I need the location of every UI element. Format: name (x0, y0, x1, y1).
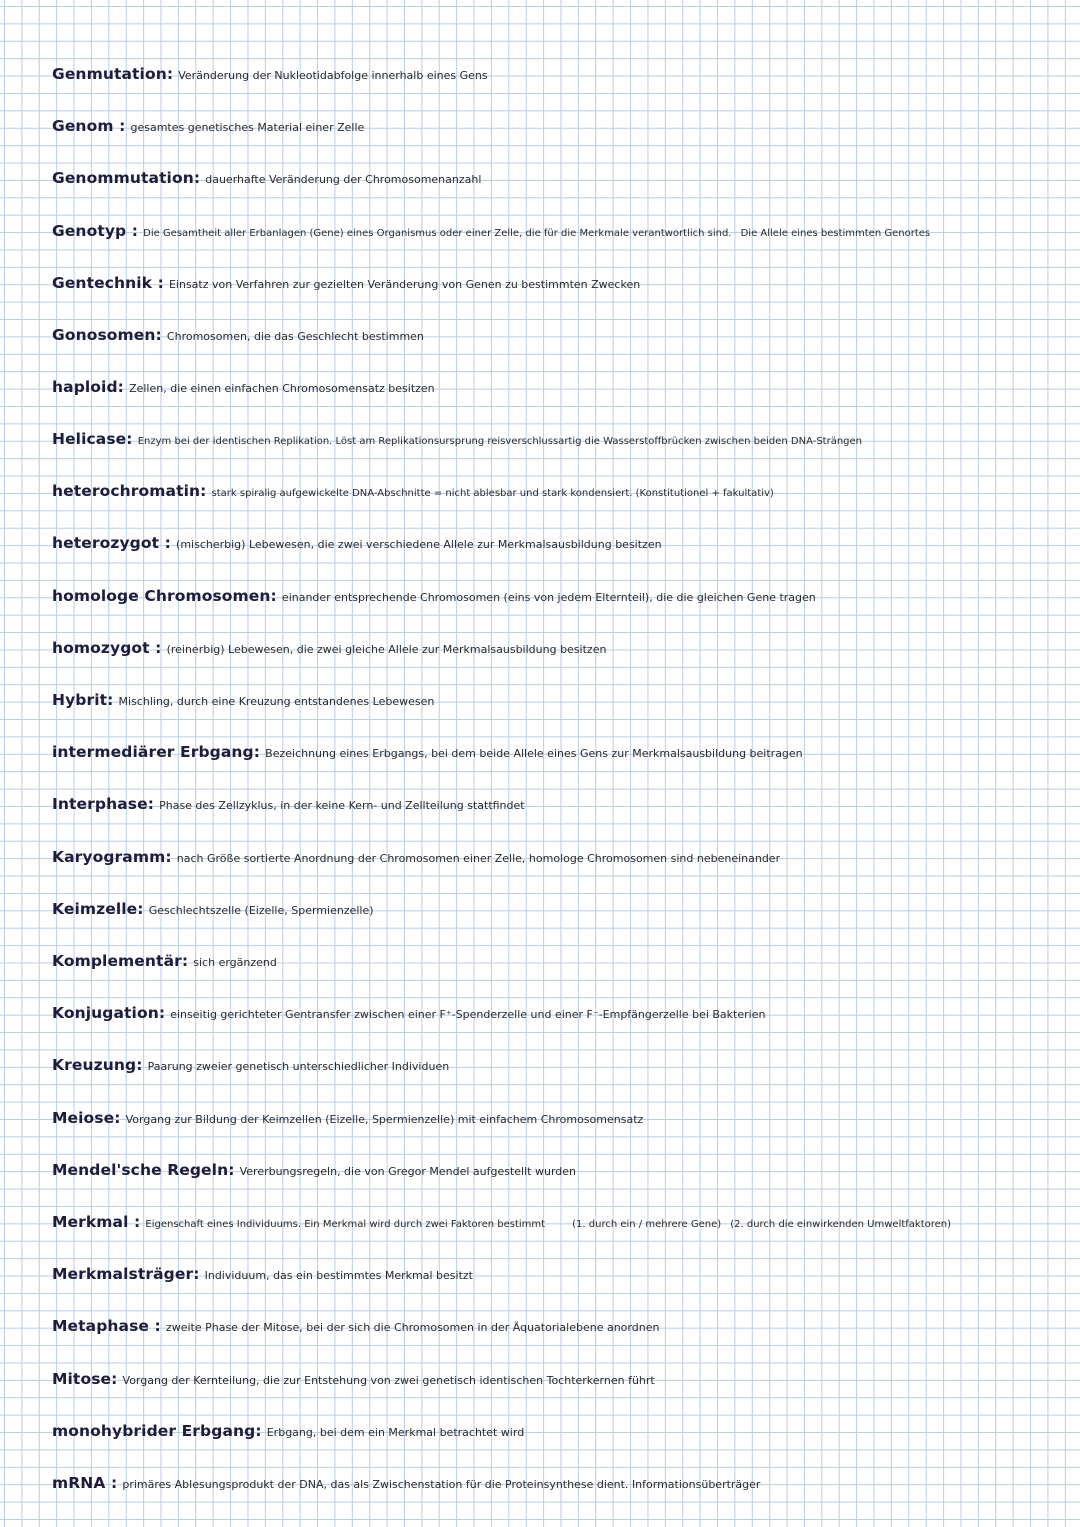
glossary-entry-metaphase (52, 1316, 659, 1338)
glossary-term: Genotyp : (52, 222, 139, 240)
glossary-definition: Vererbungsregeln, die von Gregor Mendel aufgestellt wurden (239, 1165, 576, 1178)
glossary-entry-mendelsche-regeln (52, 1160, 576, 1182)
glossary-entry-genom (52, 116, 364, 138)
glossary-definition: Phase des Zellzyklus, in der keine Kern- und Zellteilung stattfindet (159, 799, 525, 812)
glossary-term: Gentechnik : (52, 274, 164, 292)
glossary-entry-homologe-chromosomen (52, 586, 816, 608)
glossary-entry-genommutation (52, 168, 481, 190)
glossary-definition: Einsatz von Verfahren zur gezielten Veränderung von Genen zu bestimmten Zwecken (168, 278, 641, 291)
glossary-note: (2. durch die einwirkenden Umweltfaktoren) (730, 1219, 952, 1230)
glossary-term: Merkmal : (52, 1213, 141, 1231)
glossary-term: intermediärer Erbgang: (52, 743, 261, 761)
glossary-definition: zweite Phase der Mitose, bei der sich die Chromosomen in der Äquatorialebene anordnen (165, 1321, 660, 1334)
glossary-definition: dauerhafte Veränderung der Chromosomenanzahl (205, 173, 482, 186)
glossary-definition: (reinerbig) Lebewesen, die zwei gleiche Allele zur Merkmalsausbildung besitzen (166, 643, 607, 656)
glossary-entry-heterozygot (52, 533, 662, 555)
glossary-term: Mendel'sche Regeln: (52, 1161, 235, 1179)
glossary-term: Mitose: (52, 1370, 118, 1388)
glossary-term: Genmutation: (52, 65, 174, 83)
glossary-note: Die Allele eines bestimmten Genortes (740, 228, 931, 239)
glossary-entry-interphase (52, 794, 525, 816)
glossary-term: Merkmalsträger: (52, 1265, 200, 1283)
glossary-entry-hybrit (52, 690, 434, 712)
glossary-entry-helicase (52, 429, 862, 451)
glossary-entry-genmutation (52, 64, 488, 86)
glossary-definition: Individuum, das ein bestimmtes Merkmal besitzt (204, 1269, 473, 1282)
glossary-definition: Veränderung der Nukleotidabfolge innerhalb eines Gens (178, 69, 488, 82)
glossary-entry-monohybrider-erbgang (52, 1421, 524, 1443)
glossary-definition: Erbgang, bei dem ein Merkmal betrachtet wird (266, 1426, 525, 1439)
glossary-definition: Die Gesamtheit aller Erbanlagen (Gene) eines Organismus oder einer Zelle, die für die Merkmale verantwortlich sind. (143, 228, 732, 239)
glossary-term: heterochromatin: (52, 482, 207, 500)
glossary-term: Karyogramm: (52, 848, 172, 866)
glossary-entry-meiose (52, 1108, 643, 1130)
glossary-term: homologe Chromosomen: (52, 587, 277, 605)
glossary-entry-merkmal (52, 1212, 951, 1234)
glossary-term: Metaphase : (52, 1317, 161, 1335)
glossary-definition: Vorgang zur Bildung der Keimzellen (Eizelle, Spermienzelle) mit einfachem Chromosomensatz (125, 1113, 644, 1126)
glossary-entry-komplementaer (52, 951, 277, 973)
glossary-definition: Vorgang der Kernteilung, die zur Entstehung von zwei genetisch identischen Tochterkernen führt (122, 1374, 655, 1387)
glossary-definition: primäres Ablesungsprodukt der DNA, das als Zwischenstation für die Proteinsynthese dient. Informationsüberträger (122, 1478, 761, 1491)
glossary-definition: Bezeichnung eines Erbgangs, bei dem beide Allele eines Gens zur Merkmalsausbildung beitragen (265, 747, 803, 760)
glossary-term: Kreuzung: (52, 1056, 143, 1074)
glossary-entry-genotyp (52, 221, 930, 243)
glossary-definition: sich ergänzend (193, 956, 277, 969)
glossary-entry-mrna (52, 1473, 760, 1495)
glossary-definition: Enzym bei der identischen Replikation. Löst am Replikationsursprung reisverschlussartig die Wasserstoffbrücken zwischen beiden DNA-Strängen (137, 436, 863, 447)
glossary-definition: nach Größe sortierte Anordnung der Chromosomen einer Zelle, homologe Chromosomen sind nebeneinander (176, 852, 781, 865)
glossary-definition: Geschlechtszelle (Eizelle, Spermienzelle) (148, 904, 374, 917)
glossary-entry-konjugation (52, 1003, 765, 1025)
glossary-term: Genommutation: (52, 169, 201, 187)
glossary-entry-intermediaerer-erbgang (52, 742, 803, 764)
glossary-term: heterozygot : (52, 534, 171, 552)
glossary-definition: Paarung zweier genetisch unterschiedlicher Individuen (147, 1060, 450, 1073)
glossary-entry-kreuzung (52, 1055, 449, 1077)
glossary-term: Gonosomen: (52, 326, 162, 344)
glossary-term: Komplementär: (52, 952, 189, 970)
glossary-definition: Chromosomen, die das Geschlecht bestimmen (166, 330, 424, 343)
glossary-definition: einseitig gerichteter Gentransfer zwischen einer F⁺-Spenderzelle und einer F⁻-Empfängerzelle bei Bakterien (170, 1008, 766, 1021)
glossary-definition: (mischerbig) Lebewesen, die zwei verschiedene Allele zur Merkmalsausbildung besitzen (176, 538, 662, 551)
glossary-term: haploid: (52, 378, 124, 396)
glossary-entry-mitose (52, 1369, 655, 1391)
glossary-term: Genom : (52, 117, 126, 135)
glossary-entry-keimzelle (52, 899, 374, 921)
glossary-entry-gentechnik (52, 273, 640, 295)
glossary-term: Keimzelle: (52, 900, 144, 918)
glossary-entry-merkmalstraeger (52, 1264, 473, 1286)
glossary-term: mRNA : (52, 1474, 118, 1492)
glossary-entry-haploid (52, 377, 435, 399)
glossary-term: Meiose: (52, 1109, 121, 1127)
glossary-term: Helicase: (52, 430, 133, 448)
glossary-entry-gonosomen (52, 325, 424, 347)
glossary-definition: gesamtes genetisches Material einer Zelle (130, 121, 365, 134)
glossary-entry-heterochromatin (52, 481, 774, 503)
glossary-definition: Zellen, die einen einfachen Chromosomensatz besitzen (129, 382, 435, 395)
glossary-definition: Eigenschaft eines Individuums. Ein Merkmal wird durch zwei Faktoren bestimmt (145, 1219, 546, 1230)
glossary-term: Konjugation: (52, 1004, 166, 1022)
glossary-term: homozygot : (52, 639, 162, 657)
glossary-entry-homozygot (52, 638, 606, 660)
glossary-definition: einander entsprechende Chromosomen (eins von jedem Elternteil), die die gleichen Gene tragen (281, 591, 816, 604)
glossary-term: monohybrider Erbgang: (52, 1422, 262, 1440)
glossary-definition: stark spiralig aufgewickelte DNA-Abschnitte = nicht ablesbar und stark kondensiert. (Konstitutionel + fakultativ) (211, 488, 774, 499)
glossary-entry-karyogramm (52, 847, 780, 869)
glossary-term: Interphase: (52, 795, 154, 813)
glossary-term: Hybrit: (52, 691, 114, 709)
glossary-note: (1. durch ein / mehrere Gene) (572, 1219, 722, 1230)
glossary-definition: Mischling, durch eine Kreuzung entstandenes Lebewesen (118, 695, 435, 708)
